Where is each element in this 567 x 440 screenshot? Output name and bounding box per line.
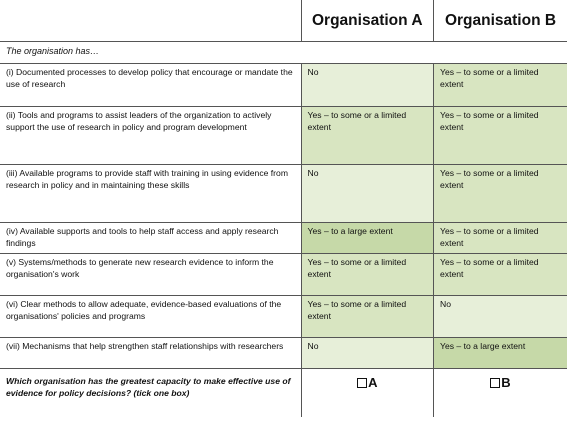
option-a-label: A bbox=[368, 375, 378, 390]
org-b-cell: No bbox=[434, 296, 567, 338]
table-row bbox=[0, 107, 567, 165]
criterion-cell: (vii) Mechanisms that help strengthen staff relationships with researchers bbox=[0, 338, 301, 369]
criterion-cell: (i) Documented processes to develop policy that encourage or mandate the use of research bbox=[0, 64, 301, 107]
org-b-cell: Yes – to some or a limited extent bbox=[434, 223, 567, 254]
org-a-cell: No bbox=[301, 338, 433, 369]
criterion-cell: (v) Systems/methods to generate new research evidence to inform the organisation's work bbox=[0, 254, 301, 296]
tick-option-a[interactable] bbox=[301, 369, 433, 417]
question-row bbox=[0, 369, 567, 417]
checkbox-b[interactable] bbox=[490, 378, 500, 388]
question-text: Which organisation has the greatest capacity to make effective use of evidence for policy decisions? (tick one box) bbox=[0, 369, 301, 417]
org-a-cell: Yes – to some or a limited extent bbox=[301, 254, 433, 296]
header-row bbox=[0, 0, 567, 42]
table-row bbox=[0, 64, 567, 107]
org-b-cell: Yes – to some or a limited extent bbox=[434, 64, 567, 107]
header-blank-cell bbox=[0, 0, 301, 42]
criterion-cell: (vi) Clear methods to allow adequate, evidence-based evaluations of the organisations' policies and programs bbox=[0, 296, 301, 338]
checkbox-a[interactable] bbox=[357, 378, 367, 388]
org-b-cell: Yes – to some or a limited extent bbox=[434, 254, 567, 296]
table-row bbox=[0, 338, 567, 369]
intro-row bbox=[0, 42, 567, 64]
org-a-cell: Yes – to some or a limited extent bbox=[301, 107, 433, 165]
org-a-cell: Yes – to some or a limited extent bbox=[301, 296, 433, 338]
header-organisation-b: Organisation B bbox=[434, 0, 567, 42]
table-row bbox=[0, 165, 567, 223]
option-b-label: B bbox=[501, 375, 511, 390]
org-a-cell: No bbox=[301, 165, 433, 223]
table-row bbox=[0, 296, 567, 338]
org-a-cell: No bbox=[301, 64, 433, 107]
org-b-cell: Yes – to some or a limited extent bbox=[434, 107, 567, 165]
header-organisation-a: Organisation A bbox=[301, 0, 433, 42]
tick-option-b[interactable] bbox=[434, 369, 567, 417]
table-row bbox=[0, 223, 567, 254]
org-b-cell: Yes – to a large extent bbox=[434, 338, 567, 369]
org-a-cell: Yes – to a large extent bbox=[301, 223, 433, 254]
criterion-cell: (iii) Available programs to provide staff with training in using evidence from research in policy and in maintaining these skills bbox=[0, 165, 301, 223]
org-b-cell: Yes – to some or a limited extent bbox=[434, 165, 567, 223]
criterion-cell: (iv) Available supports and tools to help staff access and apply research findings bbox=[0, 223, 301, 254]
table-row bbox=[0, 254, 567, 296]
criterion-cell: (ii) Tools and programs to assist leaders of the organization to actively support the use of research in policy and program development bbox=[0, 107, 301, 165]
intro-text: The organisation has… bbox=[0, 42, 567, 64]
